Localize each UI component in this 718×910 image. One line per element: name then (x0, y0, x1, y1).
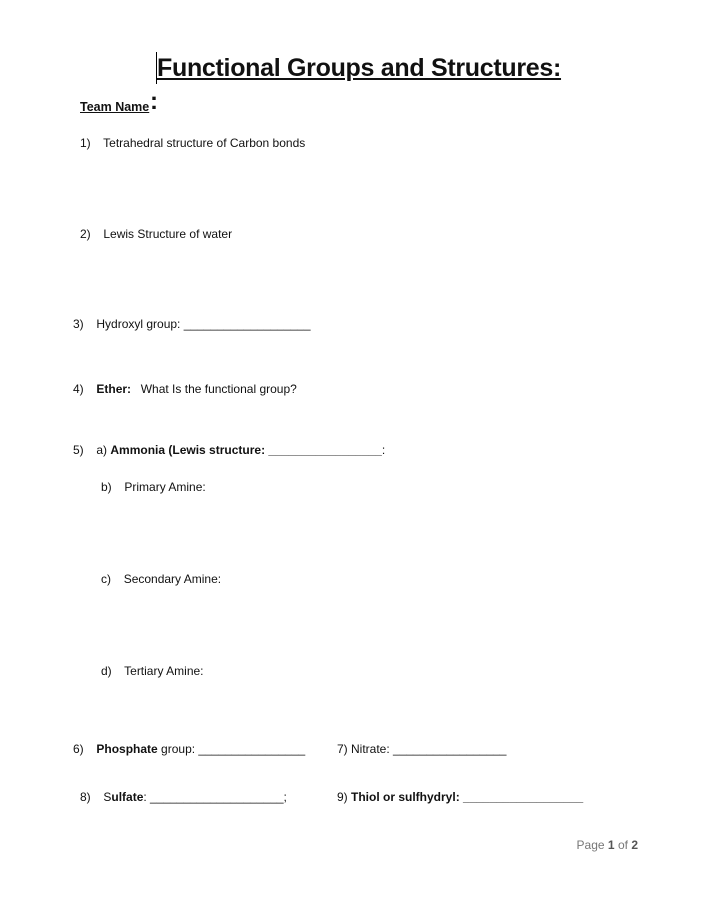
team-name-label: Team Name (80, 100, 150, 114)
question-5c (101, 572, 221, 586)
question-5b-letter: b) (101, 480, 112, 494)
team-name-colon: : (150, 88, 158, 115)
question-6-number: 6) (73, 742, 84, 756)
question-6-bold: Phosphate (96, 742, 158, 756)
question-5b-text: Primary Amine: (124, 480, 206, 494)
question-3-number: 3) (73, 317, 84, 331)
question-8-number: 8) (80, 790, 91, 804)
question-1-number: 1) (80, 136, 91, 150)
question-5b (101, 480, 206, 494)
question-9-bold: Thiol or sulfhydryl: __________________ (351, 790, 584, 804)
question-7 (337, 742, 506, 756)
question-3 (73, 317, 311, 331)
question-3-text: Hydroxyl group: ___________________ (96, 317, 311, 331)
page-word: Page (576, 838, 605, 852)
question-4-bold: Ether: (96, 382, 132, 396)
question-5d (101, 664, 204, 678)
question-5d-text: Tertiary Amine: (124, 664, 204, 678)
question-4-text: What Is the functional group? (140, 382, 297, 396)
question-9 (337, 790, 583, 804)
question-5c-letter: c) (101, 572, 111, 586)
question-9-text: 9) (337, 790, 352, 804)
question-6-text: group: ________________ (161, 742, 306, 756)
page-title: Functional Groups and Structures: (157, 54, 562, 82)
question-4 (73, 382, 297, 396)
question-5a-tail: : (381, 443, 386, 457)
question-5a (73, 443, 385, 457)
page-of-word: of (617, 838, 628, 852)
question-2-text: Lewis Structure of water (103, 227, 233, 241)
question-2 (80, 227, 232, 241)
question-1 (80, 136, 305, 150)
page-current: 1 (607, 838, 615, 852)
question-5a-letter: a) (96, 443, 108, 457)
question-8-text: : ____________________; (143, 790, 287, 804)
question-5-number: 5) (73, 443, 84, 457)
question-4-number: 4) (73, 382, 84, 396)
question-8 (80, 790, 287, 804)
question-8-bold: ulfate (111, 790, 144, 804)
question-7-text: 7) Nitrate: _________________ (337, 742, 507, 756)
question-5c-text: Secondary Amine: (123, 572, 222, 586)
question-1-text: Tetrahedral structure of Carbon bonds (103, 136, 306, 150)
question-8-prefix: S (103, 790, 112, 804)
question-2-number: 2) (80, 227, 91, 241)
question-5a-bold: Ammonia (Lewis structure: _________________ (110, 443, 382, 457)
question-6 (73, 742, 305, 756)
page-total: 2 (631, 838, 638, 852)
page-number (577, 838, 638, 852)
question-5d-letter: d) (101, 664, 112, 678)
